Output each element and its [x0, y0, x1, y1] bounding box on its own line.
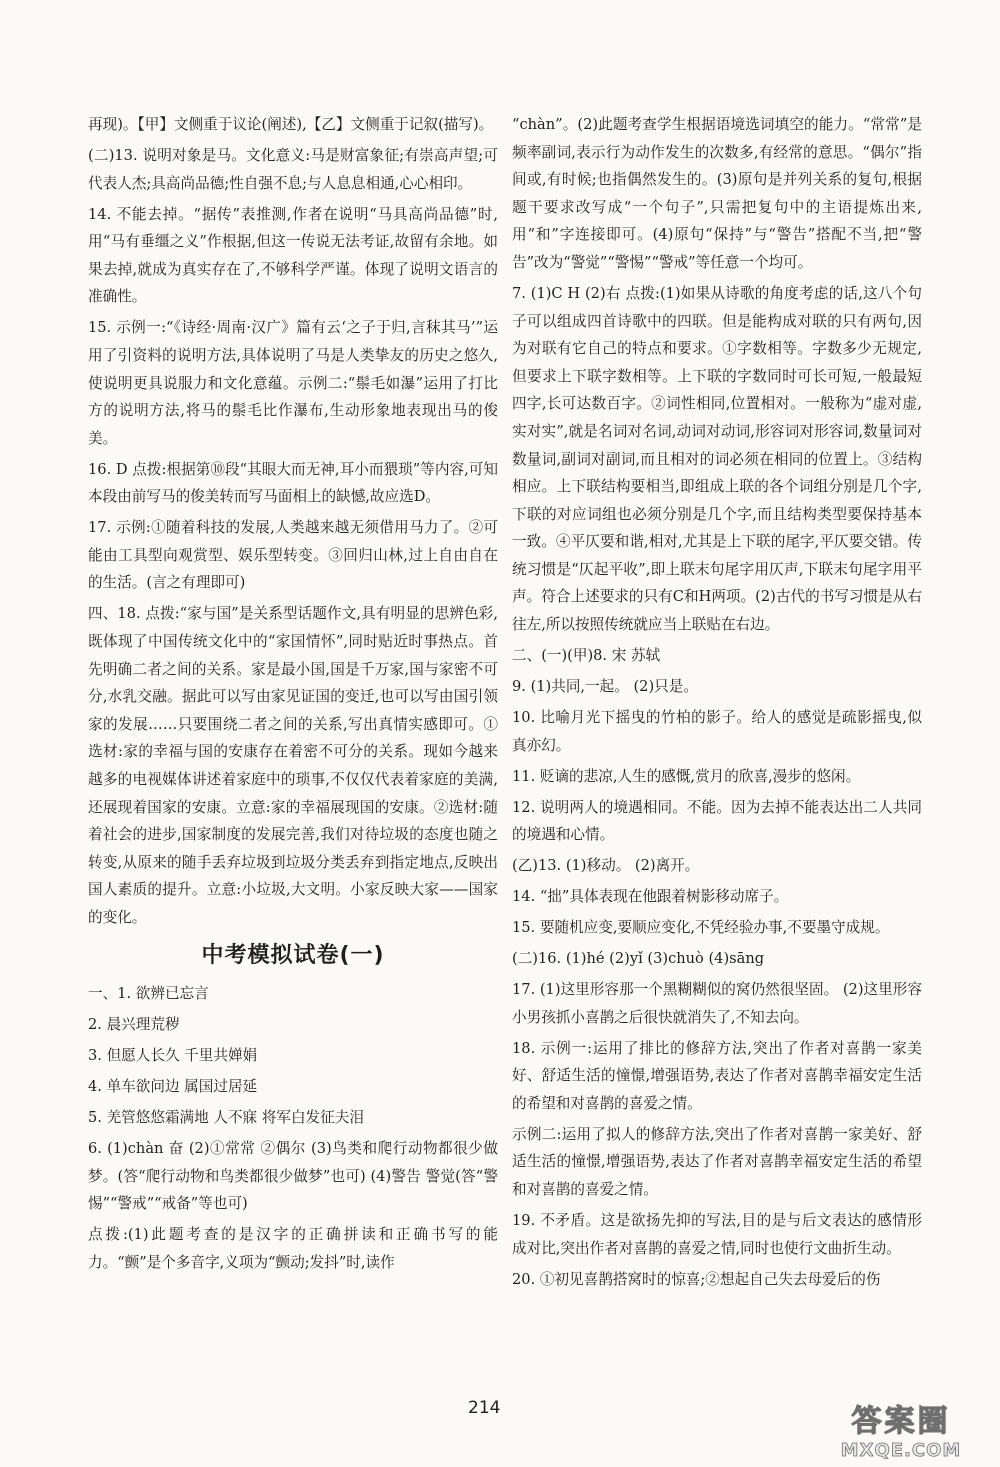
answer-paragraph: 9. (1)共同,一起。 (2)只是。	[512, 678, 698, 696]
answer-paragraph: 二、(一)(甲)8. 宋 苏轼	[512, 647, 661, 665]
answer-paragraph: 再现)。【甲】文侧重于议论(阐述),【乙】文侧重于记叙(描写)。	[88, 116, 494, 133]
answer-paragraph: (二)16. (1)hé (2)yǐ (3)chuò (4)sāng	[512, 950, 765, 968]
answer-paragraph: 17. (1)这里形容那一个黑糊糊似的窝仍然很坚固。 (2)这里形容小男孩抓小喜鹊之后很快就消失了,不知去向。	[512, 981, 922, 1026]
answer-paragraph: 17. 示例:①随着科技的发展,人类越来越无须借用马力了。②可能由工具型向观赏型、娱乐型转变。③回归山林,过上自由自在的生活。(言之有理即可)	[88, 519, 498, 592]
section-title: 中考模拟试卷(一)	[201, 942, 385, 968]
left-column	[88, 111, 498, 1280]
answer-paragraph: 20. ①初见喜鹊搭窝时的惊喜;②想起自己失去母爱后的伤	[512, 1270, 881, 1288]
answer-paragraph: 3. 但愿人长久 千里共婵娟	[88, 1047, 258, 1065]
answer-paragraph: 6. (1)chàn 奋 (2)①常常 ②偶尔 (3)鸟类和爬行动物都很少做梦。(答“爬行动物和鸟类都很少做梦”也可) (4)警告 警觉(答“警惕”“警戒”“戒备”等也可)	[88, 1140, 498, 1213]
answer-paragraph: 2. 晨兴理荒秽	[88, 1016, 180, 1034]
answer-paragraph: 5. 羌管悠悠霜满地 人不寐 将军白发征夫泪	[88, 1109, 364, 1127]
watermark-url: MXQE.COM	[840, 1440, 962, 1461]
answer-paragraph: “chàn”。(2)此题考查学生根据语境选词填空的能力。“常常”是频率副词,表示行为动作发生的次数多,有经常的意思。“偶尔”指间或,有时候;也指偶然发生的。(3)原句是并列关系的复句,根据题干要求改写成“一个句子”,只需把复句中的主语提炼出来,用“和”字连接即可。(4)原句“保持”与“警告”搭配不当,把“警告”改为“警觉”“警惕”“警戒”等任意一个均可。	[512, 116, 922, 271]
answer-paragraph: 示例二:运用了拟人的修辞方法,突出了作者对喜鹊一家美好、舒适生活的憧憬,增强语势,表达了作者对喜鹊幸福安定生活的希望和对喜鹊的喜爱之情。	[512, 1125, 922, 1199]
answer-paragraph: (二)13. 说明对象是马。文化意义:马是财富象征;有崇高声望;可代表人杰;具高尚品德;性自强不息;与人息息相通,心心相印。	[88, 146, 498, 192]
answer-paragraph: 15. 示例一:“《诗经·周南·汉广》篇有云‘之子于归,言秣其马’”运用了引资料的说明方法,具体说明了马是人类挚友的历史之悠久,使说明更具说服力和文化意蕴。示例二:“鬃毛如瀑”运用了打比方的说明方法,将马的鬃毛比作瀑布,生动形象地表现出马的俊美。	[88, 319, 498, 447]
answer-paragraph: 一、1. 欲辨已忘言	[88, 985, 209, 1003]
answer-paragraph: 18. 示例一:运用了排比的修辞方法,突出了作者对喜鹊一家美好、舒适生活的憧憬,增强语势,表达了作者对喜鹊幸福安定生活的希望和对喜鹊的喜爱之情。	[512, 1039, 922, 1112]
answer-paragraph: 19. 不矛盾。这是欲扬先抑的写法,目的是与后文表达的感情形成对比,突出作者对喜鹊的喜爱之情,同时也使行文曲折生动。	[512, 1212, 922, 1257]
answer-paragraph: 15. 要随机应变,要顺应变化,不凭经验办事,不要墨守成规。	[512, 919, 890, 937]
watermark-title: 答案圈	[851, 1404, 951, 1439]
right-column	[512, 111, 922, 1297]
answer-paragraph: 14. 不能去掉。“据传”表推测,作者在说明“马具高尚品德”时,用“马有垂缰之义”作根据,但这一传说无法考证,故留有余地。如果去掉,就成为真实存在了,不够科学严谨。体现了说明文语言的准确性。	[88, 205, 498, 306]
answer-paragraph: 4. 单车欲问边 属国过居延	[88, 1078, 258, 1096]
answer-paragraph: (乙)13. (1)移动。 (2)离开。	[512, 857, 700, 875]
page-number: 214	[468, 1398, 501, 1418]
answer-paragraph: 7. (1)C H (2)右 点拨:(1)如果从诗歌的角度考虑的话,这八个句子可以组成四首诗歌中的四联。但是能构成对联的只有两句,因为对联有它自己的特点和要求。①字数相等。字数多少无规定,但要求上下联字数相等。上下联的字数同时可长可短,一般最短四字,长可达数百字。②词性相同,位置相对。一般称为“虚对虚,实对实”,就是名词对名词,动词对动词,形容词对形容词,数量词对数量词,副词对副词,而且相对的词必须在相同的位置上。③结构相应。上下联结构要相当,即组成上联的各个词组分别是几个字,下联的对应词组也必须分别是几个字,而且结构类型要保持基本一致。④平仄要和谐,相对,尤其是上下联的尾字,平仄要交错。传统习惯是“仄起平收”,即上联末句尾字用仄声,下联末句尾字用平声。符合上述要求的只有C和H两项。(2)古代的书写习惯是从右往左,所以按照传统就应当上联贴在右边。	[512, 284, 922, 634]
answer-paragraph: 四、18. 点拨:“家与国”是关系型话题作文,具有明显的思辨色彩,既体现了中国传统文化中的“家国情怀”,同时贴近时事热点。首先明确二者之间的关系。家是最小国,国是千万家,国与家密不可分,水乳交融。据此可以写由家见证国的变迁,也可以写由国引领家的发展……只要围绕二者之间的关系,写出真情实感即可。①选材:家的幸福与国的安康存在着密不可分的关系。现如今越来越多的电视媒体讲述着家庭中的琐事,不仅仅代表着家庭的美满,还展现着国家的安康。立意:家的幸福展现国的安康。②选材:随着社会的进步,国家制度的发展完善,我们对待垃圾的态度也随之转变,从原来的随手丢弃垃圾到垃圾分类丢弃到指定地点,反映出国人素质的提升。立意:小垃圾,大文明。小家反映大家——国家的变化。	[88, 605, 498, 926]
answer-paragraph: 14. “拙”具体表现在他跟着树影移动席子。	[512, 888, 789, 906]
watermark-logo	[808, 1398, 994, 1464]
answer-paragraph: 10. 比喻月光下摇曳的竹柏的影子。给人的感觉是疏影摇曳,似真亦幻。	[512, 709, 922, 754]
answer-paragraph: 点拨:(1)此题考查的是汉字的正确拼读和正确书写的能力。“颤”是个多音字,义项为“颤动;发抖”时,读作	[88, 1226, 498, 1271]
answer-paragraph: 12. 说明两人的境遇相同。不能。因为去掉不能表达出二人共同的境遇和心情。	[512, 798, 922, 844]
answer-paragraph: 11. 贬谪的悲凉,人生的感慨,赏月的欣喜,漫步的悠闲。	[512, 767, 861, 785]
answer-paragraph: 16. D 点拨:根据第⑩段“其眼大而无神,耳小而猥琐”等内容,可知本段由前写马的俊美转而写马面相上的缺憾,故应选D。	[88, 460, 498, 506]
